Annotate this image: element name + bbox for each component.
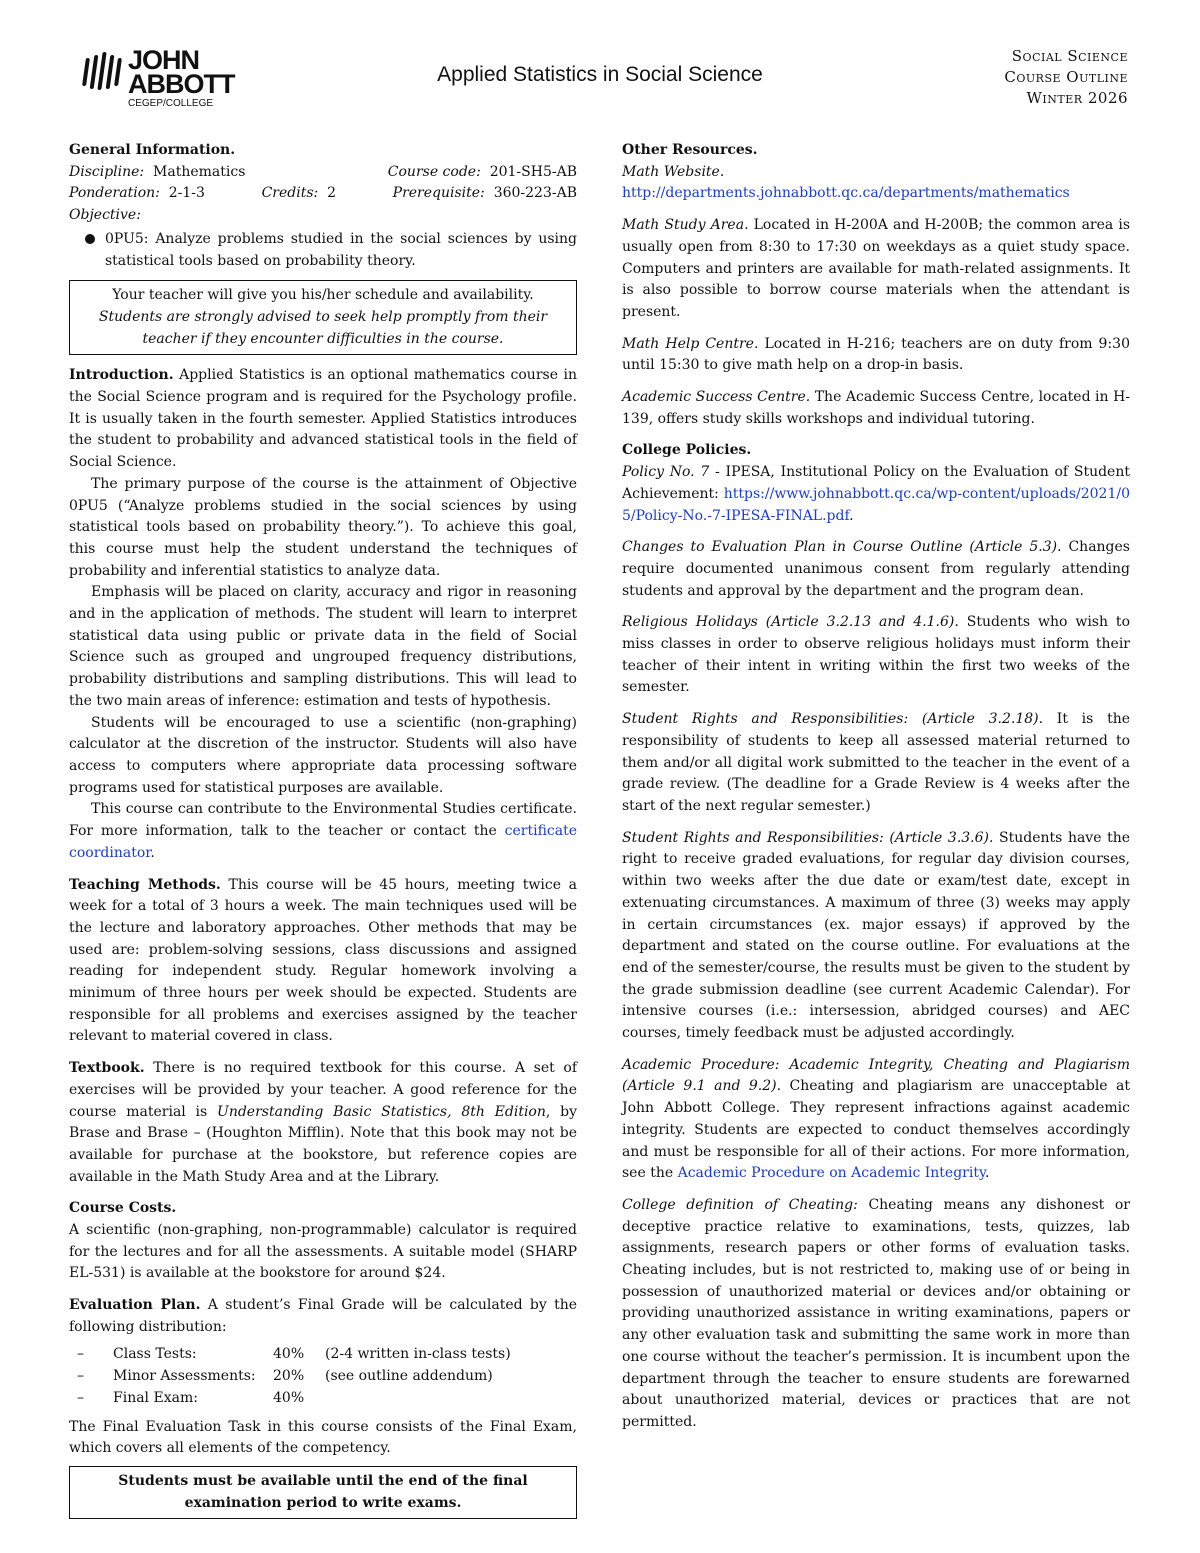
objective-text: 0PU5: Analyze problems studied in the social sciences by using statistical tools based on probability theory. <box>105 230 577 269</box>
math-study-area-paragraph: Math Study Area. Located in H-200A and H-200B; the common area is usually open from 8:30 to 17:30 on weekdays as a quiet study space. Computers and printers are available for math-related assignments. It is also possible to borrow course materials when the attendant is present. <box>622 217 1131 320</box>
objective-item <box>69 229 577 272</box>
intro-paragraph-4: Students will be encouraged to use a scientific (non-graphing) calculator at the discretion of the instructor. Students will also have access to computers where appropriate data processing software programs used for statistical purposes are available. <box>69 714 577 796</box>
header-right-block <box>1004 46 1128 109</box>
prerequisite-label: Prerequisite: <box>392 185 485 202</box>
course-code-label: Course code: <box>387 163 481 180</box>
evaluation-list <box>69 1343 577 1409</box>
ponderation-value: 2-1-3 <box>168 185 205 202</box>
evaluation-plan-heading: Evaluation Plan. <box>69 1297 201 1314</box>
success-centre-paragraph: Academic Success Centre. The Academic Success Centre, located in H-139, offers study skills workshops and individual tutoring. <box>622 389 1131 427</box>
intro-paragraph-5: This course can contribute to the Environmental Studies certificate. For more information, talk to the teacher or contact the certificate coordinator. <box>69 801 577 861</box>
discipline-label: Discipline: <box>69 163 145 180</box>
math-help-centre-label: Math Help Centre. <box>622 335 759 352</box>
evaluation-intro-paragraph: Evaluation Plan. A student’s Final Grade will be calculated by the following distribution: <box>69 1297 578 1335</box>
student-rights-2-label: Student Rights and Responsibilities: (Article 3.3.6). <box>622 829 994 846</box>
logo-word-abbott: ABBOTT <box>128 69 235 99</box>
teaching-methods-paragraph: Teaching Methods. This course will be 45 hours, meeting twice a week for a total of 3 hours a week. The main techniques used will be the lecture and laboratory approaches. Other methods that may be used are: problem-solving sessions, class discussions and assigned reading for independent study. Regular homework involving a minimum of three hours per week should be expected. Students are responsible for all problems and exercises assigned by the teacher relevant to material covered in class. <box>69 876 578 1045</box>
math-help-centre-paragraph: Math Help Centre. Located in H-216; teachers are on duty from 9:30 until 15:30 to give math help on a drop-in basis. <box>622 335 1130 374</box>
math-website-paragraph <box>622 183 1130 205</box>
evaluation-item: – Final Exam: 40% <box>77 1389 305 1406</box>
textbook-paragraph: Textbook. There is no required textbook for this course. A set of exercises will be provided by your teacher. A good reference for the course material is Understanding Basic Statistics, 8th Edition, by Brase and Brase – (Houghton Mifflin). Note that this book may not be available for purchase at the bookstore, but reference copies are available in the Math Study Area and at the Library. <box>69 1060 577 1185</box>
course-costs-heading: Course Costs. <box>69 1200 177 1217</box>
info-row-2 <box>69 183 577 205</box>
student-rights-2-paragraph: Student Rights and Responsibilities: (Article 3.3.6). Students have the right to receive graded evaluations, for regular day division courses, within two weeks after the due date or exam/test date, except in extenuating circumstances. A maximum of three (3) weeks may apply in certain circumstances (ex. major essays) if approved by the department and stated on the course outline. For evaluations at the end of the semester/course, the results must be given to the student by the grade submission deadline (see current Academic Calendar). For intensive courses (i.e.: intersession, abridged courses) and AEC courses, timely feedback must be adjusted accordingly. <box>622 829 1131 1042</box>
header-term: Winter 2026 <box>1026 89 1128 107</box>
header-doc-type: Course Outline <box>1004 68 1128 86</box>
evaluation-item: – Class Tests: 40% (2-4 written in-class tests) <box>77 1345 511 1362</box>
info-row-1 <box>69 162 577 184</box>
certificate-coordinator-link[interactable]: certificate coordinator <box>69 823 577 861</box>
availability-notice-line2: Students are strongly advised to seek help promptly from their teacher if they encounter difficulties in the course. <box>98 308 548 347</box>
academic-integrity-link[interactable]: Academic Procedure on Academic Integrity <box>677 1165 986 1182</box>
intro-paragraph-1: Introduction. Applied Statistics is an optional mathematics course in the Social Science program and is required for the Psychology profile. It is usually taken in the fourth semester. Applied Statistics introduces the student to probability and advanced statistical tools in the field of Social Science. <box>69 367 578 471</box>
math-study-area-label: Math Study Area. <box>622 217 749 234</box>
cheating-definition-label: College definition of Cheating: <box>622 1196 858 1213</box>
course-code-value: 201-SH5-AB <box>489 163 577 180</box>
intro-paragraph-2: The primary purpose of the course is the attainment of Objective 0PU5 (“Analyze problems studied in the social sciences by using statistical tools based on probability theory.”). To achieve this goal, this course must help the student understand the techniques of probability and inferential statistics to analyze data. <box>69 475 577 579</box>
changes-evaluation-paragraph: Changes to Evaluation Plan in Course Outline (Article 5.3). Changes require documented unanimous consent from regularly attending students and approval by the department and the program dean. <box>622 539 1130 599</box>
ponderation-label: Ponderation: <box>69 185 160 202</box>
availability-notice-box <box>69 280 577 355</box>
credits-label: Credits: <box>261 185 319 202</box>
student-rights-1-label: Student Rights and Responsibilities: (Article 3.2.18). <box>622 711 1044 728</box>
introduction-heading: Introduction. <box>69 367 174 384</box>
credits-value: 2 <box>327 185 337 202</box>
policy7-paragraph: Policy No. 7 - IPESA, Institutional Policy on the Evaluation of Student Achievement: https://www.johnabbott.qc.ca/wp-content/uploads/2021/05/Policy-No.-7-IPESA-FINAL.pdf. <box>622 464 1130 524</box>
student-rights-1-paragraph: Student Rights and Responsibilities: (Article 3.2.18). It is the responsibility of students to keep all assessed material returned to them and/or all digital work submitted to the teacher in the event of a grade review. (The deadline for a Grade Review is 4 weeks after the start of the next regular semester.) <box>622 711 1130 814</box>
header-program: Social Science <box>1011 47 1128 65</box>
academic-integrity-paragraph: Academic Procedure: Academic Integrity, Cheating and Plagiarism (Article 9.1 and 9.2). Cheating and plagiarism are unacceptable at John Abbott College. They represent infractions against academic integrity. Students are expected to conduct themselves accordingly and must be responsible for all of their actions. For more information, see the Academic Procedure on Academic Integrity. <box>622 1056 1131 1182</box>
college-policies-heading: College Policies. <box>622 442 752 459</box>
religious-holidays-label: Religious Holidays (Article 3.2.13 and 4.1.6). <box>622 614 959 631</box>
other-resources-heading: Other Resources. <box>622 142 758 158</box>
intro-paragraph-3: Emphasis will be placed on clarity, accuracy and rigor in reasoning and in the application of methods. The student will learn to interpret statistical data using public or private data in the field of Social Science such as grouped and ungrouped frequency distributions, probability distributions and sampling distributions. This will lead to the two main areas of inference: estimation and tests of hypothesis. <box>69 584 577 709</box>
textbook-heading: Textbook. <box>69 1060 145 1077</box>
objective-label: Objective: <box>69 207 141 224</box>
logo-word-cegep: CEGEP/COLLEGE <box>128 98 214 109</box>
success-centre-label: Academic Success Centre. <box>622 389 811 406</box>
final-evaluation-paragraph: The Final Evaluation Task in this course consists of the Final Exam, which covers all elements of the competency. <box>69 1418 577 1457</box>
discipline-value: Mathematics <box>153 163 246 180</box>
academic-integrity-label: Academic Procedure: Academic Integrity, Cheating and Plagiarism (Article 9.1 and 9.2). <box>622 1056 1130 1095</box>
availability-notice-line1: Your teacher will give you his/her schedule and availability. <box>112 287 534 304</box>
prerequisite-value: 360-223-AB <box>493 185 577 202</box>
course-costs-paragraph: A scientific (non-graphing, non-programmable) calculator is required for the lectures and for all the assessments. A suitable model (SHARP EL-531) is available at the bookstore for around $24. <box>69 1222 577 1282</box>
right-column <box>622 140 1130 1444</box>
document-title: Applied Statistics in Social Science <box>437 63 763 86</box>
teaching-methods-heading: Teaching Methods. <box>69 876 221 893</box>
left-column <box>69 140 577 1519</box>
changes-evaluation-label: Changes to Evaluation Plan in Course Outline (Article 5.3). <box>622 539 1062 556</box>
evaluation-item: – Minor Assessments: 20% (see outline addendum) <box>77 1367 493 1384</box>
religious-holidays-paragraph: Religious Holidays (Article 3.2.13 and 4.1.6). Students who wish to miss classes in order to observe religious holidays must inform their teacher of their intent in writing within the first two weeks of the semester. <box>622 614 1130 696</box>
bullet-icon <box>85 234 95 244</box>
cheating-definition-paragraph: College definition of Cheating: Cheating means any dishonest or deceptive practice relative to examinations, tests, quizzes, lab assignments, research papers or other forms of evaluation tasks. Cheating includes, but is not restricted to, making use of or being in possession of unauthorized material or devices and/or obtaining or providing unauthorized assistance in writing examinations, papers or any other evaluation task and submitting the same work in more than one course without the teacher’s permission. It is incumbent upon the department through the teacher to ensure students are forewarned about unauthorized material, devices or practices that are not permitted. <box>622 1196 1130 1430</box>
math-website-label: Math Website. <box>622 163 725 180</box>
policy7-label: Policy No. 7 <box>622 464 710 481</box>
policy7-link[interactable]: https://www.johnabbott.qc.ca/wp-content/uploads/2021/05/Policy-No.-7-IPESA-FINAL.pdf <box>622 485 1130 524</box>
math-website-link[interactable]: http://departments.johnabbott.qc.ca/departments/mathematics <box>622 185 1070 202</box>
textbook-title: Understanding Basic Statistics, 8th Edition <box>217 1103 546 1120</box>
logo-word-john: JOHN <box>128 45 200 75</box>
general-info-heading: General Information. <box>69 142 236 158</box>
final-exam-notice-box: Students must be available until the end of the final examination period to write exams. <box>69 1466 577 1519</box>
